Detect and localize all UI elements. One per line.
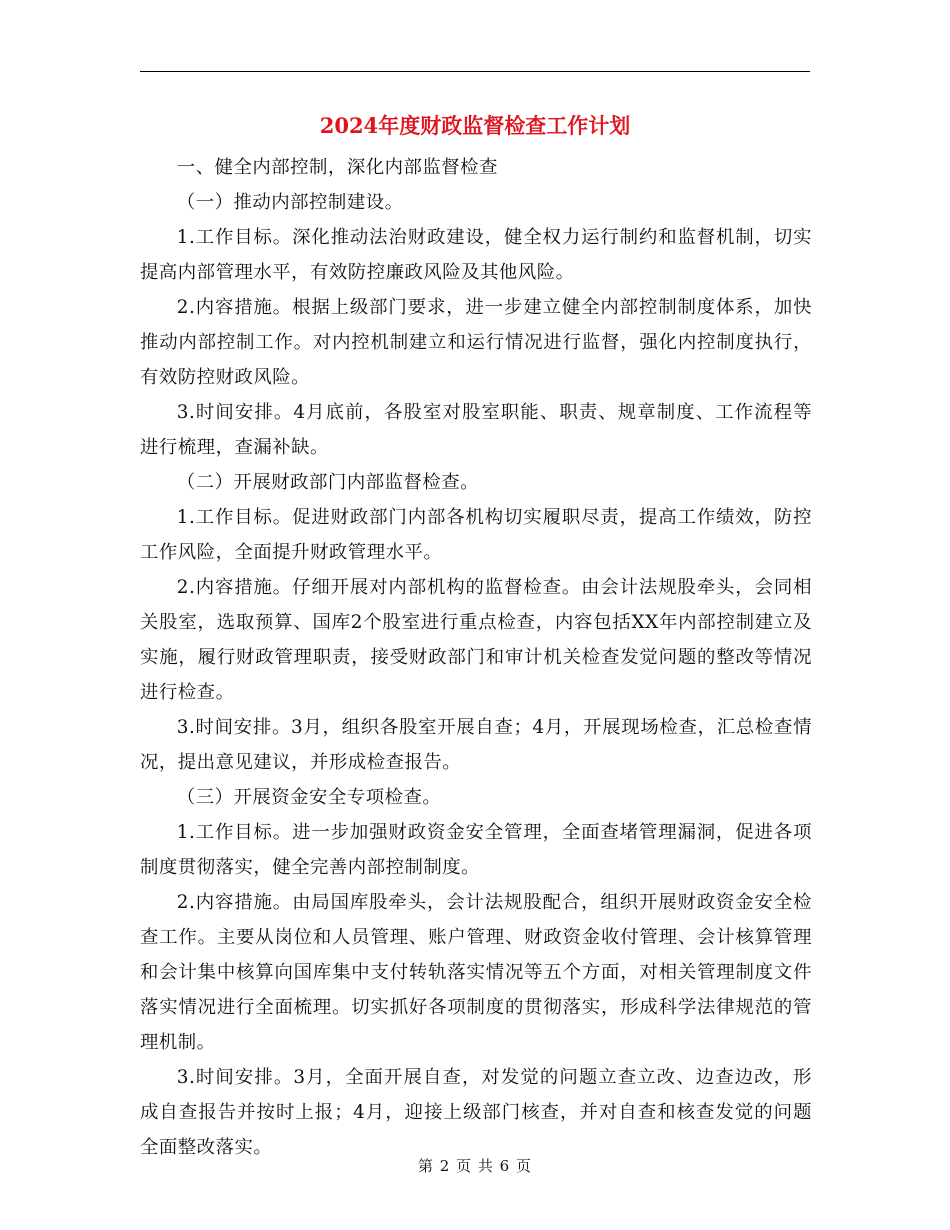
subsection-heading-3: （三）开展资金安全专项检查。 — [176, 787, 442, 808]
subsection-heading-1: （一）推动内部控制建设。 — [176, 192, 404, 213]
paragraph: 2.内容措施。根据上级部门要求，进一步建立健全内部控制制度体系，加快推动内部控制工作。对内控机制建立和运行情况进行监督，强化内控制度执行，有效防控财政风险。 — [140, 297, 812, 388]
paragraph: 3.时间安排。4月底前，各股室对股室职能、职责、规章制度、工作流程等进行梳理，查漏补缺。 — [140, 402, 812, 458]
paragraph: 2.内容措施。由局国库股牵头，会计法规股配合，组织开展财政资金安全检查工作。主要从岗位和人员管理、账户管理、财政资金收付管理、会计核算管理和会计集中核算向国库集中支付转轨落实情况等五个方面，对相关管理制度文件落实情况进行全面梳理。切实抓好各项制度的贯彻落实，形成科学法律规范的管理机制。 — [140, 892, 812, 1053]
document-title: 2024年度财政监督检查工作计划 — [319, 113, 631, 138]
paragraph: 1.工作目标。促进财政部门内部各机构切实履职尽责，提高工作绩效，防控工作风险，全面提升财政管理水平。 — [140, 507, 812, 563]
header-rule — [140, 71, 810, 72]
paragraph: 1.工作目标。深化推动法治财政建设，健全权力运行制约和监督机制，切实提高内部管理水平，有效防控廉政风险及其他风险。 — [140, 227, 812, 283]
subsection-heading-2: （二）开展财政部门内部监督检查。 — [176, 472, 480, 493]
section-heading-1: 一、健全内部控制，深化内部监督检查 — [176, 157, 498, 178]
page-number: 第 2 页 共 6 页 — [418, 1157, 532, 1175]
paragraph: 2.内容措施。仔细开展对内部机构的监督检查。由会计法规股牵头，会同相关股室，选取预算、国库2个股室进行重点检查，内容包括XX年内部控制建立及实施，履行财政管理职责，接受财政部门和审计机关检查发觉问题的整改等情况进行检查。 — [140, 577, 812, 703]
paragraph: 3.时间安排。3月，组织各股室开展自查；4月，开展现场检查，汇总检查情况，提出意见建议，并形成检查报告。 — [140, 717, 812, 773]
document-body — [140, 150, 812, 1165]
paragraph: 3.时间安排。3月，全面开展自查，对发觉的问题立查立改、边查边改，形成自查报告并按时上报；4月，迎接上级部门核查，并对自查和核查发觉的问题全面整改落实。 — [140, 1067, 812, 1158]
paragraph: 1.工作目标。进一步加强财政资金安全管理，全面查堵管理漏洞，促进各项制度贯彻落实，健全完善内部控制制度。 — [140, 822, 812, 878]
